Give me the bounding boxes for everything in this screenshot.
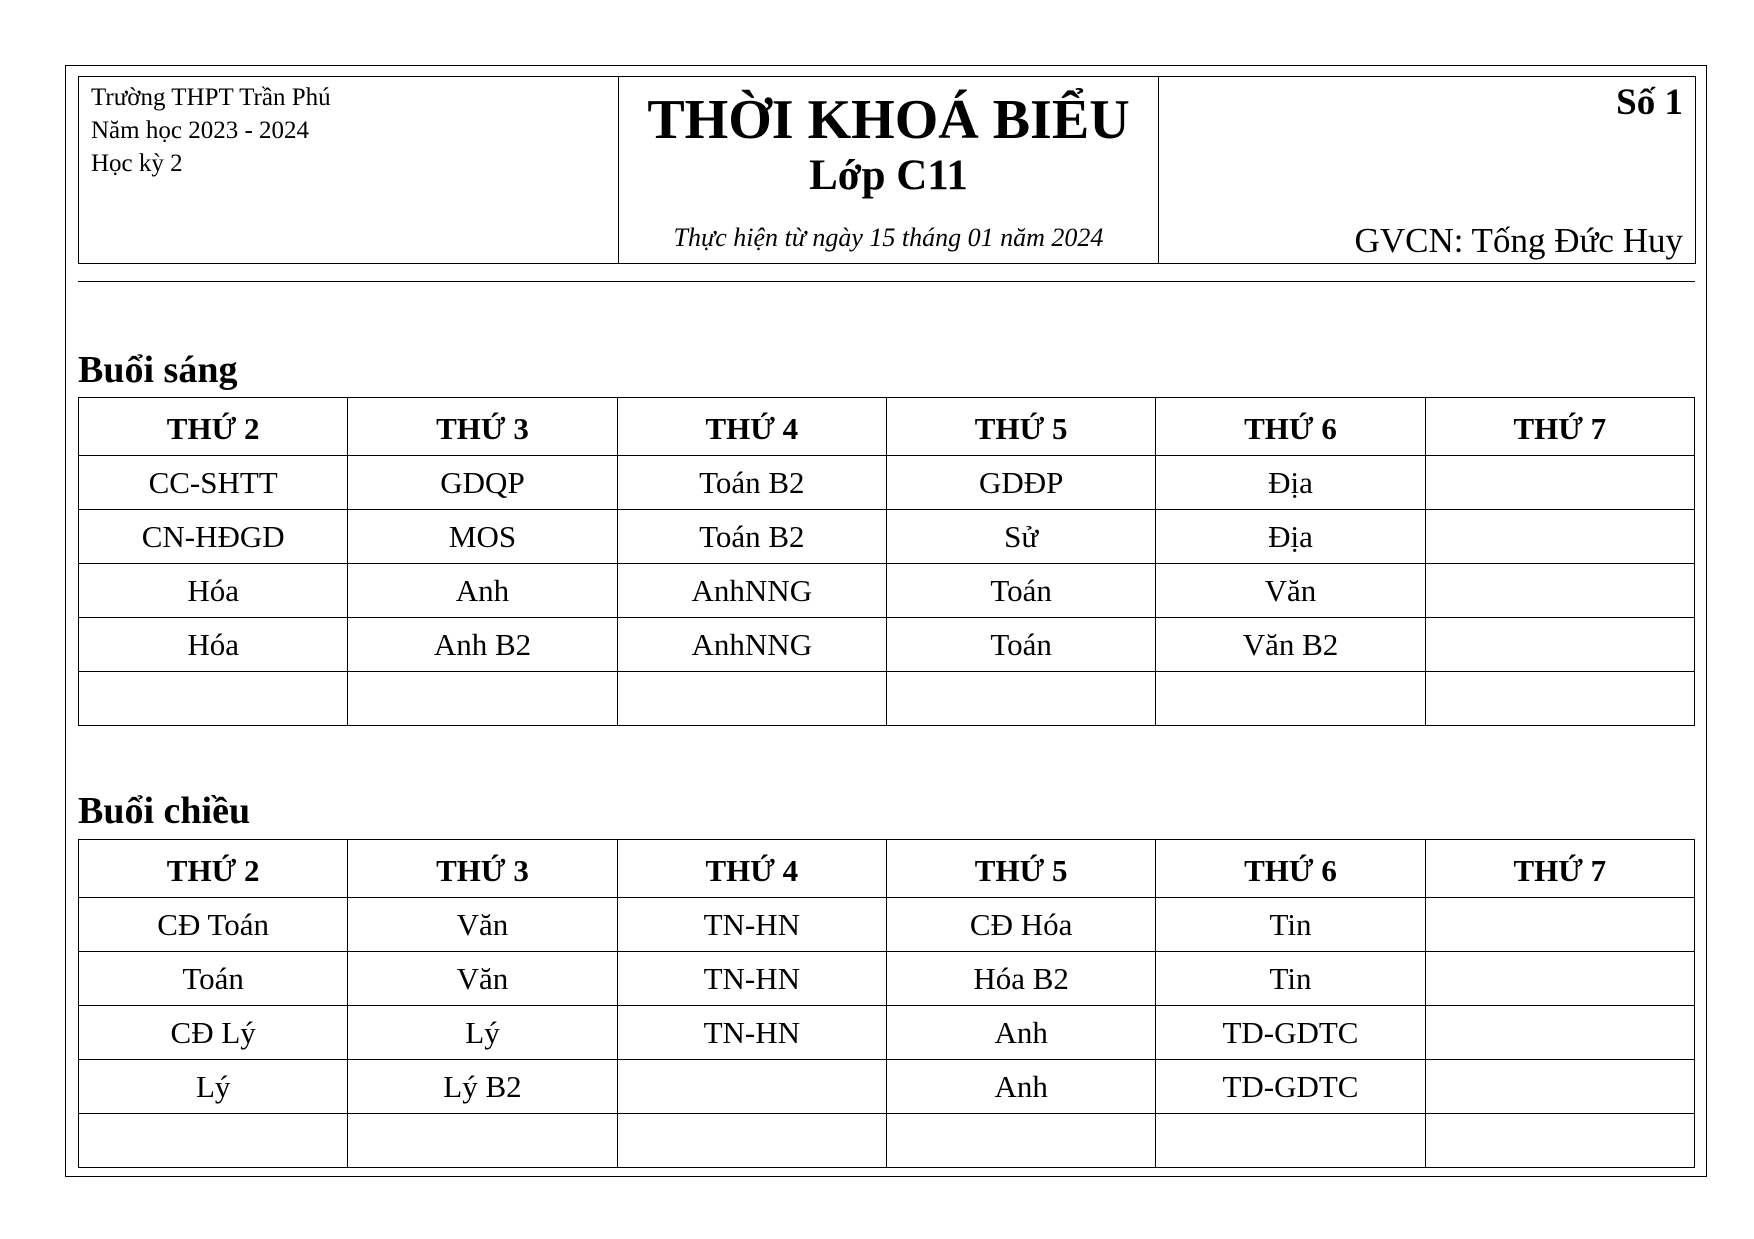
subject-cell: GDĐP [886,456,1155,510]
day-header: THỨ 4 [617,840,886,898]
subject-cell: Lý [79,1060,348,1114]
school-year: Năm học 2023 - 2024 [91,117,310,144]
subject-cell: CC-SHTT [79,456,348,510]
subject-cell: CĐ Lý [79,1006,348,1060]
day-header: THỨ 6 [1156,840,1425,898]
subject-cell: AnhNNG [617,618,886,672]
table-row [79,510,1695,564]
main-title: THỜI KHOÁ BIỂU [647,89,1130,151]
subject-cell [1425,564,1694,618]
title-cell [619,77,1159,264]
table-row [79,952,1695,1006]
subject-cell: Anh [348,564,617,618]
subject-cell: Anh B2 [348,618,617,672]
subject-cell: Toán B2 [617,510,886,564]
subject-cell [79,672,348,726]
subject-cell: Toán [79,952,348,1006]
table-row [79,564,1695,618]
subject-cell [1425,1006,1694,1060]
subject-cell: Văn [348,898,617,952]
subject-cell: Địa [1156,510,1425,564]
day-header: THỨ 5 [886,398,1155,456]
subject-cell [617,672,886,726]
subject-cell: Anh [886,1060,1155,1114]
subject-cell: AnhNNG [617,564,886,618]
subject-cell [348,672,617,726]
subject-cell: Toán B2 [617,456,886,510]
semester: Học kỳ 2 [91,150,183,177]
subject-cell: Văn [1156,564,1425,618]
table-row [79,1060,1695,1114]
day-header: THỨ 2 [79,398,348,456]
morning-title: Buổi sáng [78,349,238,391]
homeroom-teacher: GVCN: Tống Đức Huy [1354,221,1683,260]
subject-cell [1156,1114,1425,1168]
day-header: THỨ 6 [1156,398,1425,456]
subject-cell: Văn [348,952,617,1006]
subject-cell: Lý [348,1006,617,1060]
subject-cell: Văn B2 [1156,618,1425,672]
day-header: THỨ 3 [348,840,617,898]
header-table [78,76,1696,264]
subject-cell: Lý B2 [348,1060,617,1114]
subject-cell: CĐ Toán [79,898,348,952]
afternoon-title: Buổi chiều [78,790,251,832]
schedule-number: Số 1 [1616,82,1683,123]
subject-cell [617,1060,886,1114]
subject-cell: CN-HĐGD [79,510,348,564]
subject-cell: TN-HN [617,898,886,952]
subject-cell [1425,618,1694,672]
subject-cell [79,1114,348,1168]
school-info [79,77,619,264]
table-row [79,456,1695,510]
table-row [79,618,1695,672]
effective-date: Thực hiện từ ngày 15 tháng 01 năm 2024 [673,223,1104,252]
subject-cell: GDQP [348,456,617,510]
table-row [79,1114,1695,1168]
subject-cell: Tin [1156,952,1425,1006]
header-row [79,398,1695,456]
subject-cell: TD-GDTC [1156,1006,1425,1060]
right-info-cell [1159,77,1696,264]
subject-cell [886,1114,1155,1168]
subject-cell: TD-GDTC [1156,1060,1425,1114]
subject-cell: TN-HN [617,952,886,1006]
subject-cell [617,1114,886,1168]
subject-cell: Hóa [79,618,348,672]
subject-cell: CĐ Hóa [886,898,1155,952]
subject-cell [1156,672,1425,726]
afternoon-timetable [78,839,1695,1168]
morning-timetable [78,397,1695,726]
subject-cell: Toán [886,564,1155,618]
subject-cell: Anh [886,1006,1155,1060]
divider [78,281,1695,282]
subject-cell [1425,898,1694,952]
table-row [79,898,1695,952]
header-row [79,840,1695,898]
subject-cell [348,1114,617,1168]
subject-cell [1425,952,1694,1006]
day-header: THỨ 7 [1425,840,1694,898]
table-row [79,672,1695,726]
class-title: Lớp C11 [809,152,968,199]
table-row [79,1006,1695,1060]
subject-cell: Hóa [79,564,348,618]
subject-cell [1425,456,1694,510]
subject-cell [886,672,1155,726]
day-header: THỨ 2 [79,840,348,898]
subject-cell: Địa [1156,456,1425,510]
subject-cell: Sử [886,510,1155,564]
subject-cell [1425,672,1694,726]
school-name: Trường THPT Trần Phú [91,84,331,111]
subject-cell [1425,1114,1694,1168]
day-header: THỨ 5 [886,840,1155,898]
day-header: THỨ 3 [348,398,617,456]
subject-cell [1425,1060,1694,1114]
subject-cell [1425,510,1694,564]
subject-cell: Tin [1156,898,1425,952]
day-header: THỨ 4 [617,398,886,456]
subject-cell: Hóa B2 [886,952,1155,1006]
subject-cell: TN-HN [617,1006,886,1060]
subject-cell: Toán [886,618,1155,672]
day-header: THỨ 7 [1425,398,1694,456]
subject-cell: MOS [348,510,617,564]
